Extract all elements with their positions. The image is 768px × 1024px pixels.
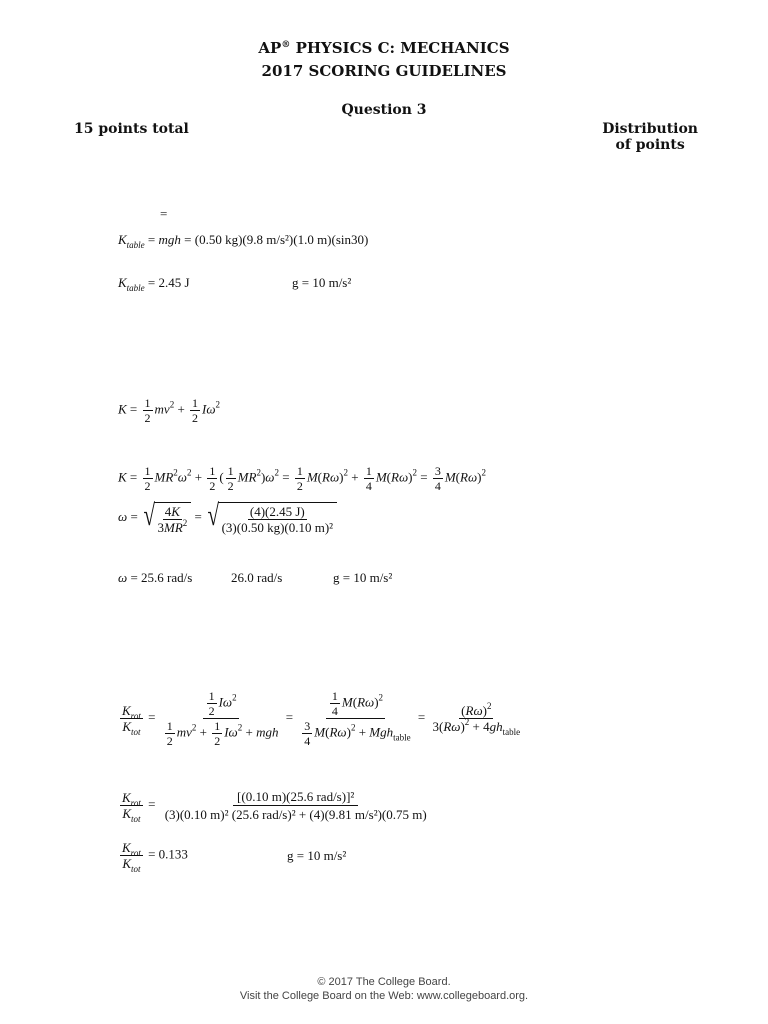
distribution-line-2: of points — [615, 137, 685, 153]
ratio-result: = 0.133 — [148, 846, 188, 862]
g-note-c: g = 10 m/s² — [287, 848, 347, 863]
points-total: 15 points total — [74, 121, 189, 137]
g-note-a: g = 10 m/s² — [292, 275, 352, 290]
ktable-result: = 2.45 J — [147, 275, 190, 290]
sqrt-numerator: (4)(2.45 J) — [249, 504, 305, 519]
ratio-numeric: $\frac{K_{rot}}{K_{tot}}$ = $\frac{\text{[(0.10 m)(25.6 rad/s)]²}}{\text{(3)(0.10 m)² (25.6 rad/s)² + (4)(9.81 m/s²)(0.75 m)}}$ — [118, 790, 433, 821]
g-note-b: g = 10 m/s² — [333, 570, 393, 585]
ratio-value: $\frac{K_{rot}}{K_{tot}}$ = 0.133 — [122, 840, 188, 874]
ktable-value: $K_{table} = 2.45$ J — [118, 275, 190, 293]
question-label: Question 3 — [341, 102, 427, 118]
page-subtitle: 2017 SCORING GUIDELINES — [261, 62, 507, 80]
omega-result: = 25.6 rad/s — [130, 570, 193, 585]
footer-website: Visit the College Board on the Web: www.collegeboard.org. — [239, 990, 529, 1002]
ratio-denominator: (3)(0.10 m)² (25.6 rad/s)² + (4)(9.81 m/s²)(0.75 m) — [164, 807, 427, 822]
distribution-header — [602, 121, 698, 153]
equals-sign: = — [160, 206, 168, 221]
kinetic-energy-equation: K = $\frac{1}{2}$ $mv^2$ + $\frac{1}{2}$ $I\omega^2$ — [118, 396, 221, 425]
ratio-numerator: [(0.10 m)(25.6 rad/s)]² — [233, 790, 358, 806]
distribution-line-1: Distribution — [602, 121, 698, 137]
ktable-equation: $K_{table}$ = mgh = (0.50 kg)(9.8 m/s²)(1.0 m)(sin30) — [118, 232, 369, 250]
omega-equation: ω = √ $\frac{4K}{3MR^2}$ = √ $\frac{(4)(2.45 J)}{\text{(3)(0.50 kg)(0.10 m)²}}$ — [118, 502, 337, 534]
footer-copyright: © 2017 The College Board. — [317, 976, 451, 988]
page-title: AP® PHYSICS C: MECHANICS — [258, 39, 510, 57]
omega-value: ω = 25.6 rad/s — [118, 570, 193, 585]
ratio-equation: $\frac{K_{rot}}{K_{tot}}$ = $\frac{1}{2}$ $I\omega^2$ $\frac{1}{2}$ $mv^2$ + $\frac{1}{2}$ $I\omega^2$ + mgh = $\frac{1}{4}$ $M(R\omega)^2$ $\frac{3}{4}$ $M(R\omega)^2 + Mgh_{table}$ = $\frac{(R\omega)^2}{3(R\omega)^2 + 4gh_{table}}$ — [122, 689, 521, 748]
omega-alt-value: 26.0 rad/s — [231, 570, 283, 585]
sqrt-denominator: (3)(0.50 kg)(0.10 m)² — [221, 520, 334, 535]
kinetic-energy-expansion: K = $\frac{1}{2}$ $MR^2\omega^2$ + $\frac{1}{2}$ ( $\frac{1}{2}$ $MR^2)\omega^2$ = $\frac{1}{2}$ $M(R\omega)^2$ + $\frac{1}{4}$ $M(R\omega)^2$ = $\frac{3}{4}$ $M(R\omega)^2$ — [118, 464, 486, 493]
ktable-expression: = (0.50 kg)(9.8 m/s²)(1.0 m)(sin30) — [184, 232, 369, 247]
